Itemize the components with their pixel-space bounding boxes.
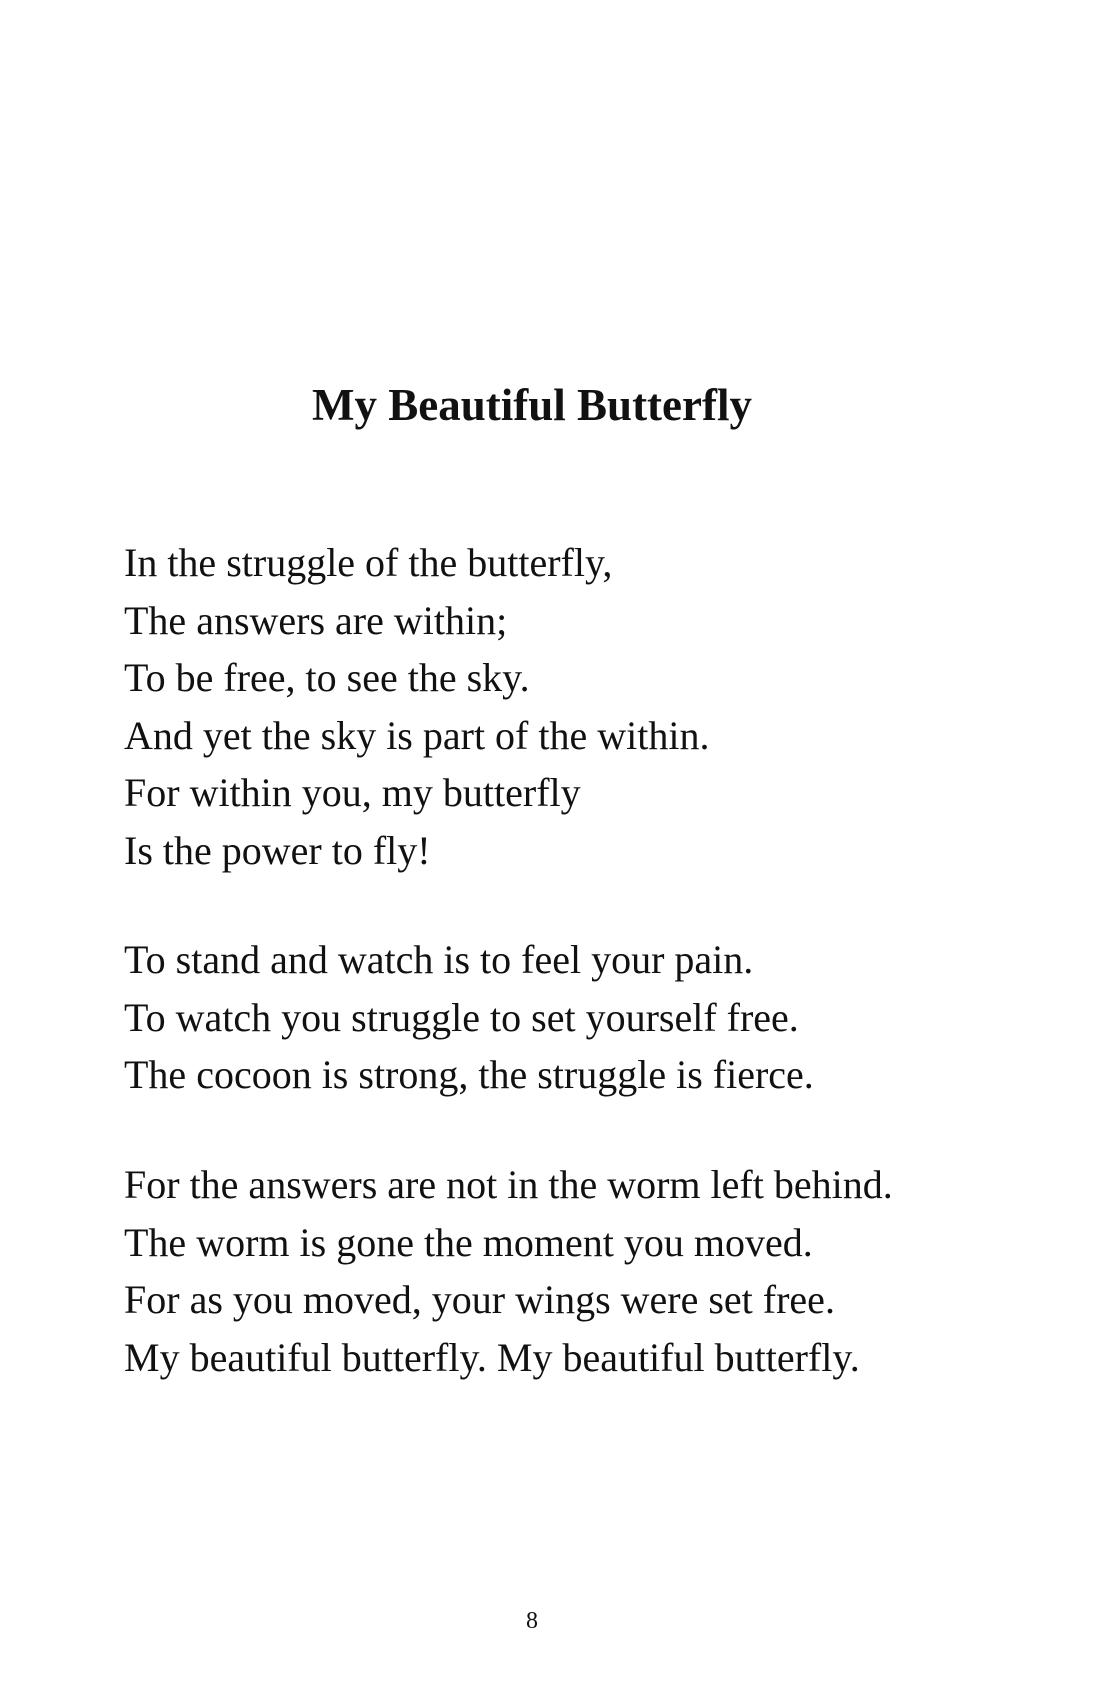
poem-line: My beautiful butterfly. My beautiful butterfly. bbox=[124, 1334, 860, 1380]
poem-title: My Beautiful Butterfly bbox=[312, 380, 752, 430]
poem-line: The worm is gone the moment you moved. bbox=[124, 1219, 813, 1265]
page-number: 8 bbox=[526, 1608, 538, 1634]
poem-line: For as you moved, your wings were set free. bbox=[124, 1277, 835, 1322]
stanza-2 bbox=[124, 931, 814, 1104]
poem-line: To stand and watch is to feel your pain. bbox=[124, 937, 754, 982]
poem-line: The cocoon is strong, the struggle is fierce. bbox=[124, 1052, 814, 1097]
poem-line: To be free, to see the sky. bbox=[124, 655, 530, 700]
poem-line: To watch you struggle to set yourself free. bbox=[124, 994, 799, 1040]
poem-line: In the struggle of the butterfly, bbox=[124, 540, 613, 585]
poem-line: The answers are within; bbox=[124, 597, 508, 643]
poem-line: Is the power to fly! bbox=[124, 827, 431, 873]
poem-line: And yet the sky is part of the within. bbox=[124, 712, 710, 758]
stanza-3 bbox=[124, 1156, 893, 1386]
stanza-1 bbox=[124, 534, 709, 879]
poem-line: For the answers are not in the worm left behind. bbox=[124, 1162, 893, 1207]
poem-line: For within you, my butterfly bbox=[124, 770, 581, 815]
